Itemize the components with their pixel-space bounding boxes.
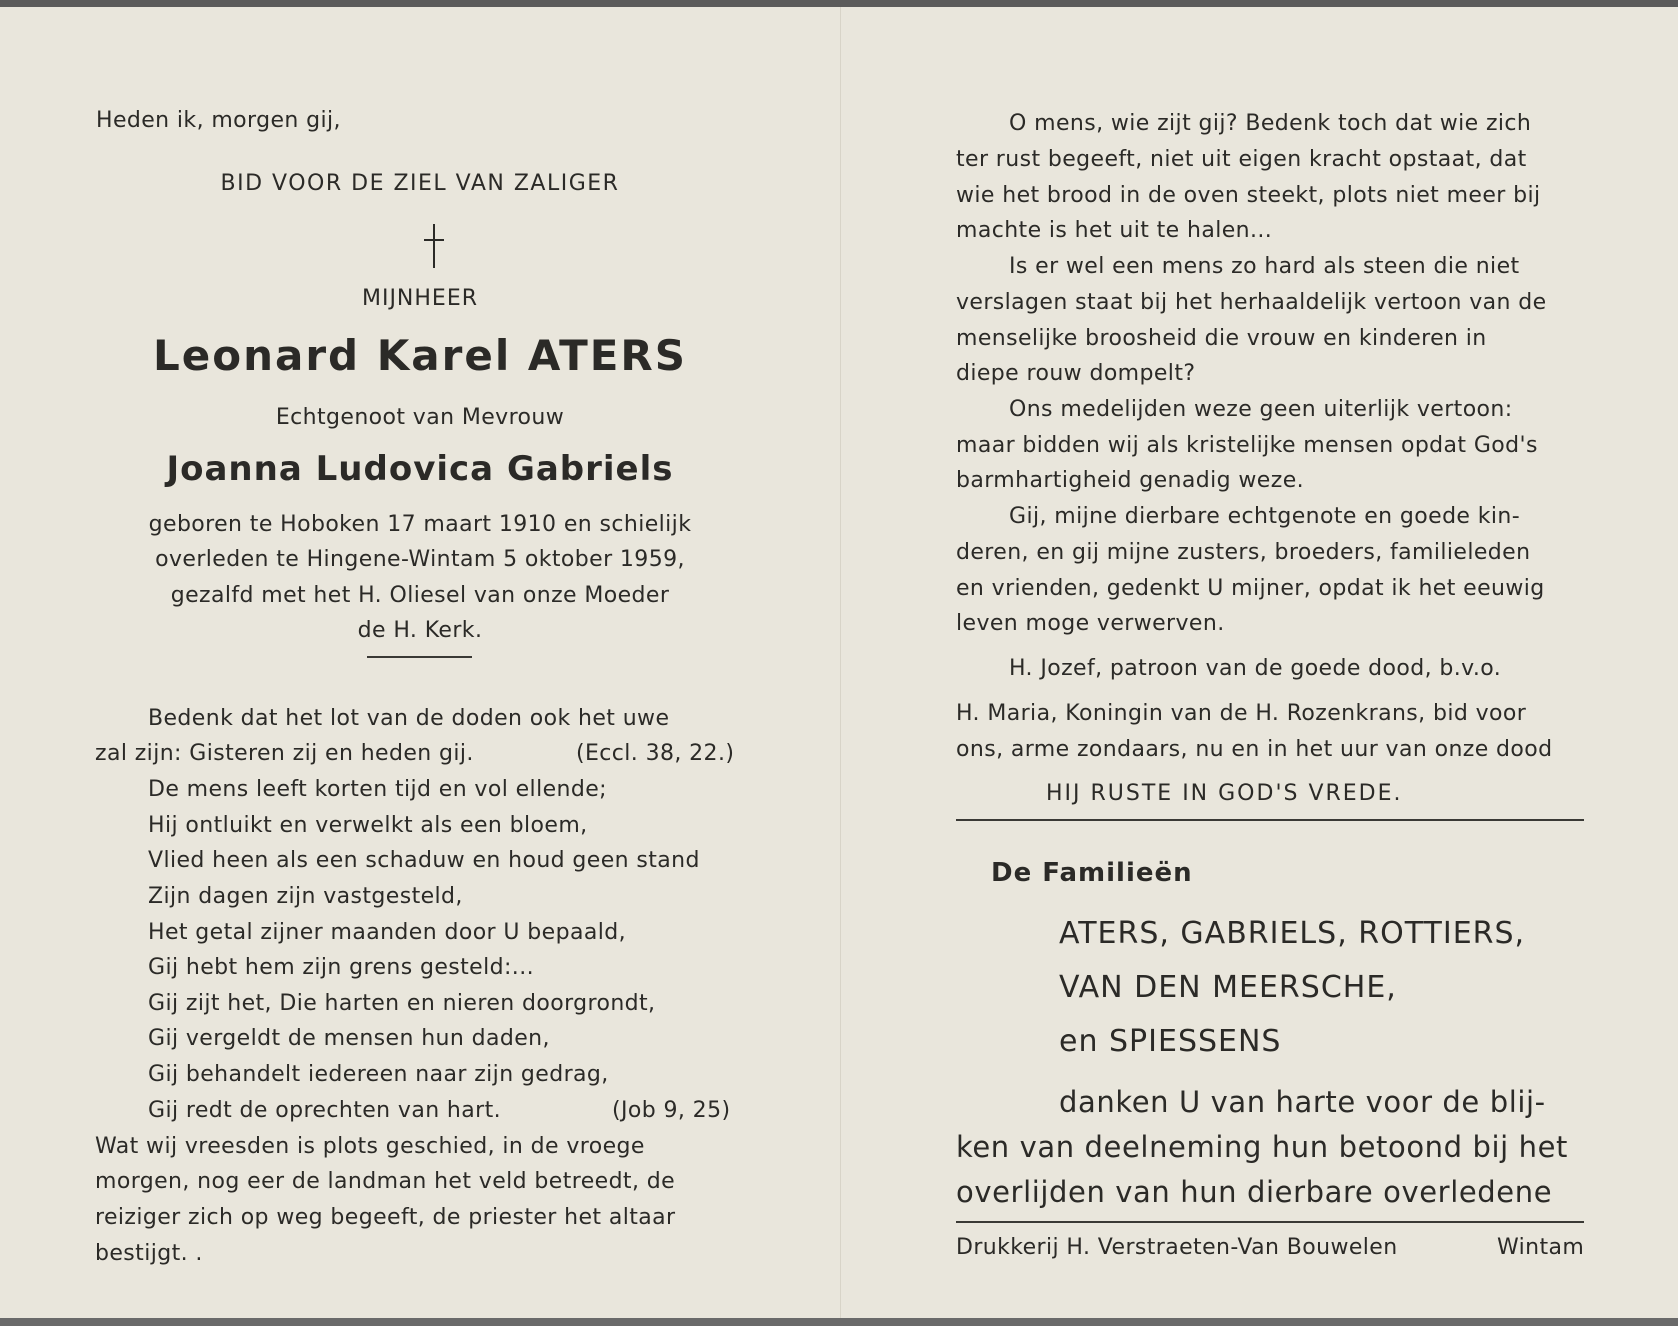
invocation-joseph: H. Jozef, patroon van de goede dood, b.v.o. [1009,656,1502,681]
prayer-header: BID VOOR DE ZIEL VAN ZALIGER [220,171,620,196]
verse-reference: (Job 9, 25) [612,1098,731,1123]
divider [956,1221,1584,1223]
title-mijnheer: MIJNHEER [361,286,479,311]
meditation-line: Ons medelijden weze geen uiterlijk vertoon: [1009,397,1513,422]
thanks-line: danken U van harte voor de blij- [1059,1085,1546,1119]
meditation-line: menselijke broosheid die vrouw en kinderen in [956,326,1487,351]
spouse-intro: Echtgenoot van Mevrouw [275,405,565,430]
meditation-line: maar bidden wij als kristelijke mensen opdat God's [956,433,1538,458]
verse-line: Vlied heen als een schaduw en houd geen stand [148,848,700,873]
closing-line: morgen, nog eer de landman het veld betreedt, de [95,1169,676,1194]
thanks-line: ken van deelneming hun betoond bij het [956,1130,1569,1164]
card-fold [840,7,841,1318]
top-border [0,0,1678,7]
meditation-line: en vrienden, gedenkt U mijner, opdat ik het eeuwig [956,576,1545,601]
divider [956,819,1584,821]
bottom-border [0,1318,1678,1326]
bio-line: geboren te Hoboken 17 maart 1910 en schielijk [148,512,692,537]
meditation-line: ter rust begeeft, niet uit eigen kracht opstaat, dat [956,147,1527,172]
closing-line: bestijgt. . [95,1241,203,1266]
printer-name: Drukkerij H. Verstraeten-Van Bouwelen [956,1235,1398,1260]
quote-line: zal zijn: Gisteren zij en heden gij. [95,741,474,766]
invocation-mary: ons, arme zondaars, nu en in het uur van onze dood [956,737,1553,762]
families-heading: De Familieën [991,858,1193,888]
verse-line: Hij ontluikt en verwelkt als een bloem, [148,813,588,838]
thanks-line: overlijden van hun dierbare overledene [956,1175,1553,1209]
meditation-line: Gij, mijne dierbare echtgenote en goede kin- [1009,504,1521,529]
cross-icon [422,224,446,268]
meditation-line: deren, en gij mijne zusters, broeders, familieleden [956,540,1531,565]
family-line: en SPIESSENS [1059,1024,1282,1059]
meditation-line: diepe rouw dompelt? [956,361,1196,386]
meditation-line: wie het brood in de oven steekt, plots niet meer bij [956,183,1541,208]
verse-line: De mens leeft korten tijd en vol ellende; [148,777,607,802]
meditation-line: leven moge verwerven. [956,611,1225,636]
family-line: ATERS, GABRIELS, ROTTIERS, [1059,916,1526,951]
verse-line: Gij behandelt iedereen naar zijn gedrag, [148,1062,609,1087]
epigraph: Heden ik, morgen gij, [96,108,341,133]
verse-line: Gij vergeldt de mensen hun daden, [148,1026,550,1051]
meditation-line: Is er wel een mens zo hard als steen die niet [1009,254,1520,279]
closing-line: reiziger zich op weg begeeft, de priester het altaar [95,1205,676,1230]
verse-line: Gij hebt hem zijn grens gesteld:... [148,955,534,980]
bio-line: overleden te Hingene-Wintam 5 oktober 1959, [155,547,685,572]
verse-line: Het getal zijner maanden door U bepaald, [148,920,626,945]
divider [367,656,472,658]
verse-line: Gij redt de oprechten van hart. [148,1098,502,1123]
verse-line: Zijn dagen zijn vastgesteld, [148,884,463,909]
meditation-line: verslagen staat bij het herhaaldelijk vertoon van de [956,290,1547,315]
printer-place: Wintam [1497,1235,1585,1260]
family-line: VAN DEN MEERSCHE, [1059,970,1397,1005]
bio-line: gezalfd met het H. Oliesel van onze Moeder [170,583,670,608]
rest-in-peace: HIJ RUSTE IN GOD'S VREDE. [1046,781,1403,806]
spouse-name: Joanna Ludovica Gabriels [166,449,674,489]
bio-line: de H. Kerk. [357,618,483,643]
meditation-line: O mens, wie zijt gij? Bedenk toch dat wie zich [1009,111,1532,136]
meditation-line: machte is het uit te halen... [956,218,1273,243]
verse-line: Gij zijt het, Die harten en nieren doorgrondt, [148,991,656,1016]
invocation-mary: H. Maria, Koningin van de H. Rozenkrans, bid voor [956,701,1527,726]
quote-line: Bedenk dat het lot van de doden ook het uwe [148,706,670,731]
deceased-name: Leonard Karel ATERS [152,331,688,380]
quote-reference: (Eccl. 38, 22.) [576,741,735,766]
meditation-line: barmhartigheid genadig weze. [956,468,1305,493]
closing-line: Wat wij vreesden is plots geschied, in de vroege [95,1134,645,1159]
